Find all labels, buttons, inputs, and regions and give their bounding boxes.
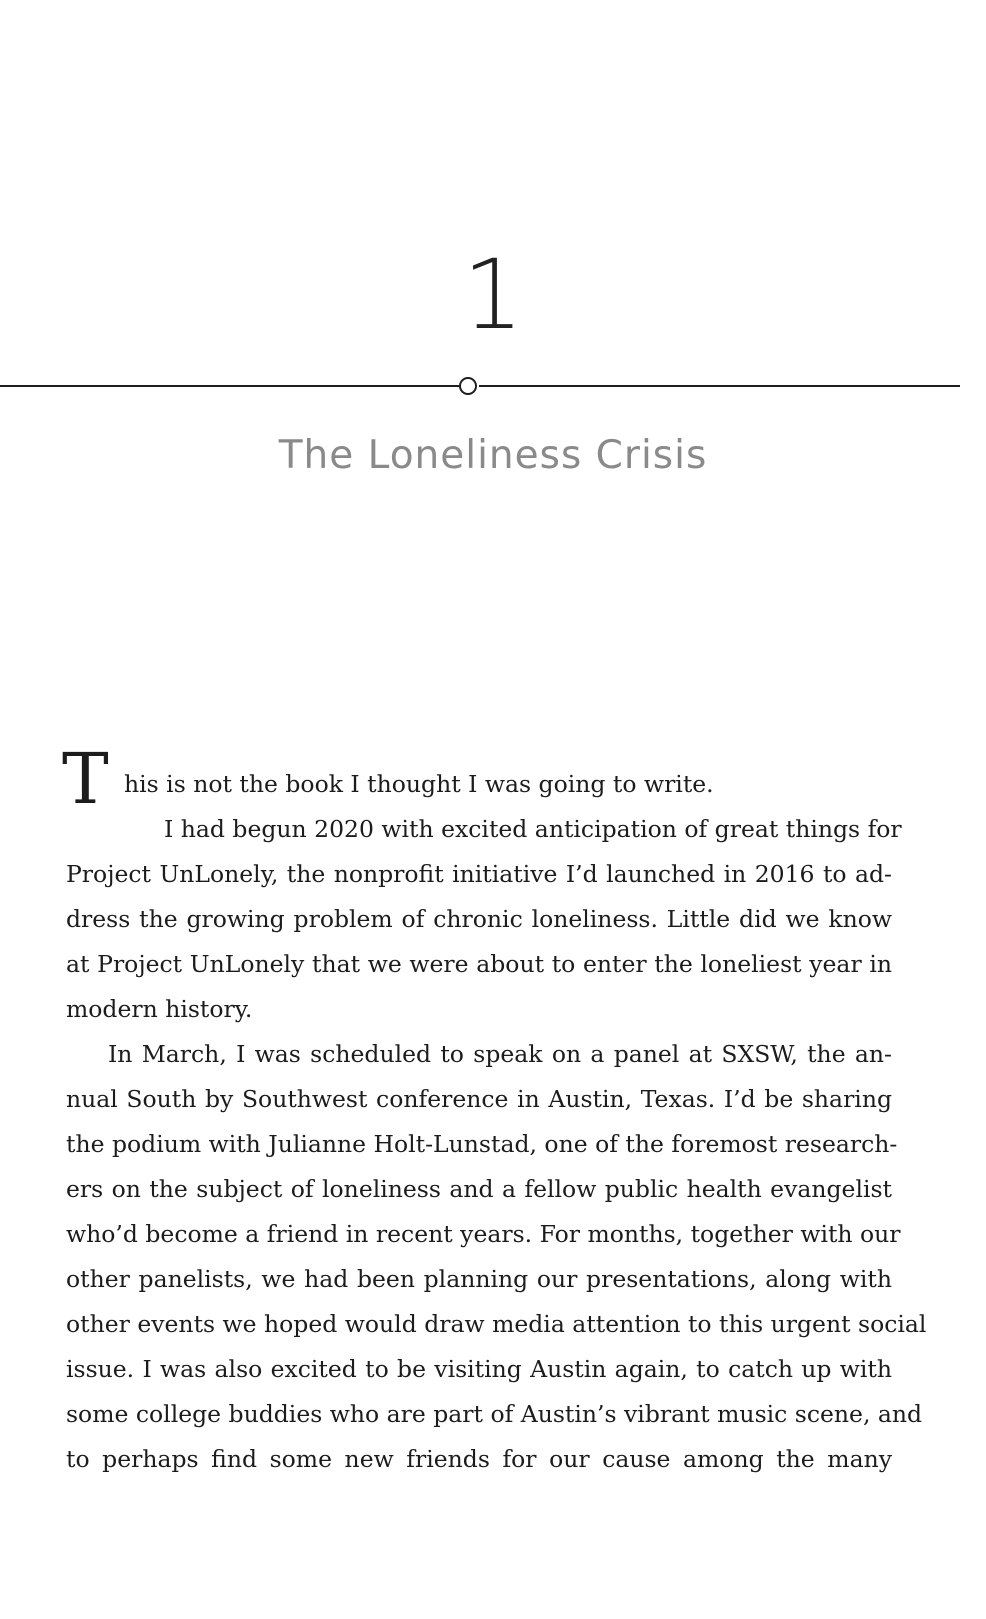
- text-line: other panelists, we had been planning our presentations, along with: [66, 1265, 892, 1293]
- drop-cap: T: [62, 738, 109, 820]
- text-line: his is not the book I thought I was going to write.: [124, 770, 714, 798]
- chapter-title: The Loneliness Crisis: [278, 433, 708, 478]
- text-line: dress the growing problem of chronic loneliness. Little did we know: [66, 905, 892, 933]
- text-line: issue. I was also excited to be visiting Austin again, to catch up with: [66, 1355, 892, 1383]
- text-line: ers on the subject of loneliness and a fellow public health evangelist: [66, 1175, 892, 1203]
- text-line: nual South by Southwest conference in Austin, Texas. I’d be sharing: [66, 1085, 892, 1113]
- text-line: at Project UnLonely that we were about to enter the loneliest year in: [66, 950, 892, 978]
- text-line: to perhaps find some new friends for our cause among the many: [66, 1445, 892, 1473]
- text-line: In March, I was scheduled to speak on a panel at SXSW, the an-: [108, 1040, 892, 1068]
- text-line: I had begun 2020 with excited anticipation of great things for: [164, 815, 902, 843]
- text-line: some college buddies who are part of Austin’s vibrant music scene, and: [66, 1400, 923, 1428]
- text-line: the podium with Julianne Holt-Lunstad, one of the foremost research-: [66, 1130, 898, 1158]
- text-line: modern history.: [66, 995, 253, 1023]
- chapter-number: 1: [462, 239, 524, 351]
- body-text: [66, 762, 927, 1482]
- text-line: who’d become a friend in recent years. For months, together with our: [66, 1220, 901, 1248]
- text-line: other events we hoped would draw media attention to this urgent social: [66, 1310, 927, 1338]
- text-line: Project UnLonely, the nonprofit initiative I’d launched in 2016 to ad-: [66, 860, 892, 888]
- chapter-rule-left: [0, 385, 459, 387]
- chapter-rule-right: [479, 385, 960, 387]
- rule-circle-ornament: [459, 377, 477, 395]
